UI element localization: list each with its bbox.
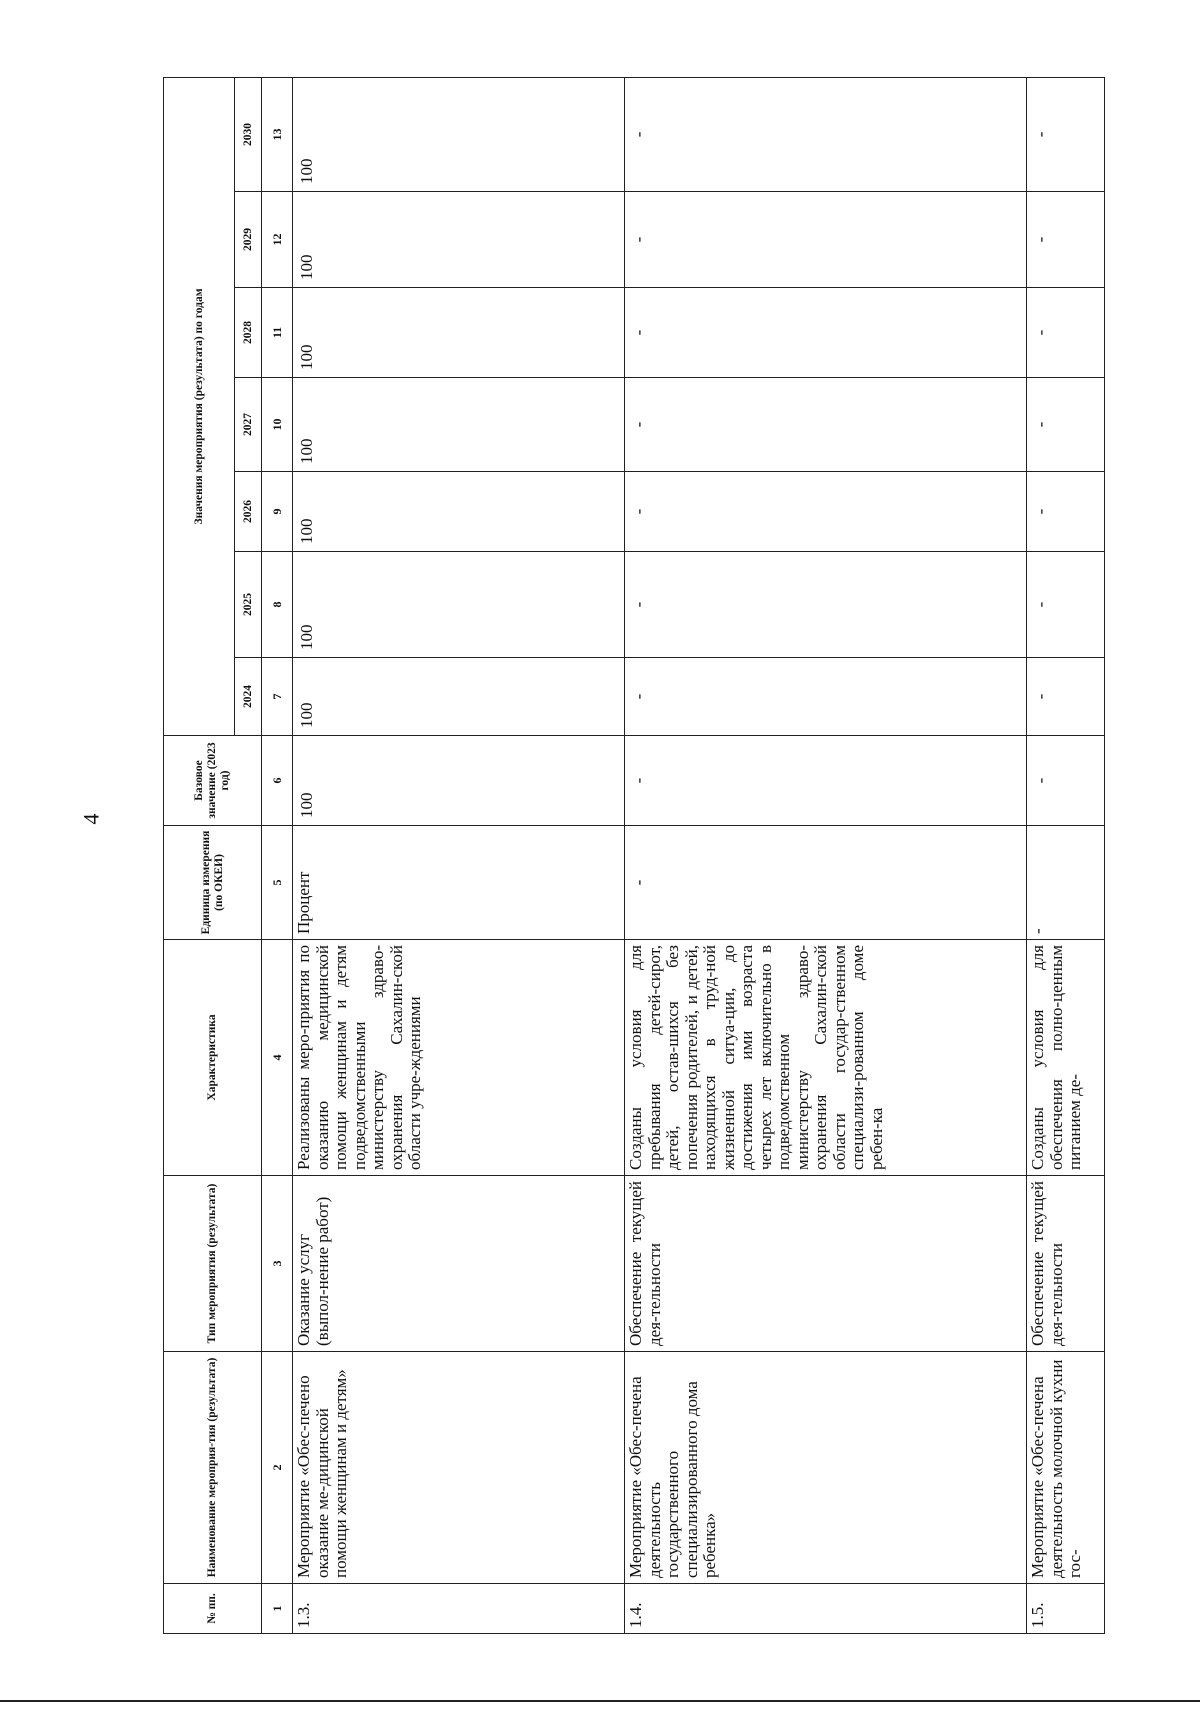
column-number: 11 xyxy=(262,288,293,378)
year-header: 2024 xyxy=(235,658,262,736)
year-value: 100 xyxy=(293,288,625,378)
year-value: 100 xyxy=(293,192,625,288)
col-header-type: Тип мероприятия (результата) xyxy=(164,1176,262,1352)
measures-table xyxy=(163,77,1105,1634)
column-number: 5 xyxy=(262,826,293,940)
year-value: - xyxy=(625,288,1027,378)
col-header-num: № пп. xyxy=(164,1584,262,1634)
measure-name: Мероприятие «Обес-печено оказание ме-дицинской помощи женщинам и детям» xyxy=(293,1352,625,1584)
year-value: - xyxy=(1027,288,1105,378)
year-value: - xyxy=(625,378,1027,472)
column-number: 12 xyxy=(262,192,293,288)
year-value: - xyxy=(625,658,1027,736)
year-value: 100 xyxy=(293,77,625,191)
measure-characteristic: Созданы условия для пребывания детей-сирот, детей, остав-шихся без попечения родителей, и детей, находящихся в труд-ной жизненной ситуа-ции, до достижения ими возраста четырех лет включительно в подведомственном министерству здраво-охранения Сахалин-ской области государ-ственном специализи-рованном доме ребен-ка xyxy=(625,940,1027,1176)
year-header: 2026 xyxy=(235,472,262,552)
year-value: 100 xyxy=(293,378,625,472)
year-value: - xyxy=(625,192,1027,288)
row-number: 1.5. xyxy=(1027,1584,1105,1634)
measure-characteristic: Реализованы меро-приятия по оказанию медицинской помощи женщинам и детям подведомственными министерству здраво-охранения Сахалин-ской области учре-ждениями xyxy=(293,940,625,1176)
year-value: - xyxy=(625,472,1027,552)
col-header-characteristic: Характеристика xyxy=(164,940,262,1176)
base-value: - xyxy=(1027,736,1105,826)
page-number: 4 xyxy=(78,813,104,825)
column-number: 8 xyxy=(262,552,293,658)
year-value: 100 xyxy=(293,472,625,552)
column-number: 3 xyxy=(262,1176,293,1352)
measure-type: Обеспечение текущей дея-тельности xyxy=(1027,1176,1105,1352)
year-value: - xyxy=(1027,192,1105,288)
column-number: 7 xyxy=(262,658,293,736)
base-value: 100 xyxy=(293,736,625,826)
year-value: - xyxy=(1027,378,1105,472)
column-number: 10 xyxy=(262,378,293,472)
row-number: 1.3. xyxy=(293,1584,625,1634)
col-header-name: Наименование мероприя-тия (результата) xyxy=(164,1352,262,1584)
year-value: - xyxy=(1027,552,1105,658)
table-row xyxy=(293,77,625,1633)
measure-unit: Процент xyxy=(293,826,625,940)
page-bottom-rule xyxy=(0,1700,1200,1702)
column-number: 2 xyxy=(262,1352,293,1584)
column-number: 9 xyxy=(262,472,293,552)
column-number: 13 xyxy=(262,77,293,191)
year-header: 2028 xyxy=(235,288,262,378)
row-number: 1.4. xyxy=(625,1584,1027,1634)
year-value: 100 xyxy=(293,552,625,658)
base-value: - xyxy=(625,736,1027,826)
year-value: - xyxy=(1027,472,1105,552)
table-row xyxy=(625,77,1027,1633)
year-value: 100 xyxy=(293,658,625,736)
col-header-years-group: Значения мероприятия (результата) по годам xyxy=(164,77,235,735)
rotated-table-wrapper xyxy=(163,78,1091,1634)
measure-characteristic: Созданы условия для обеспечения полно-ценным питанием де- xyxy=(1027,940,1105,1176)
measure-name: Мероприятие «Обес-печена деятельность молочной кухни гос- xyxy=(1027,1352,1105,1584)
year-value: - xyxy=(1027,658,1105,736)
column-number: 1 xyxy=(262,1584,293,1634)
column-number: 6 xyxy=(262,736,293,826)
table-row xyxy=(1027,77,1105,1633)
measure-type: Оказание услуг (выпол-нение работ) xyxy=(293,1176,625,1352)
col-header-unit: Единица измерения (по ОКЕИ) xyxy=(164,826,262,940)
measure-type: Обеспечение текущей дея-тельности xyxy=(625,1176,1027,1352)
year-value: - xyxy=(625,77,1027,191)
year-value: - xyxy=(625,552,1027,658)
measure-name: Мероприятие «Обес-печена деятельность государственного специализированного дома ребенка» xyxy=(625,1352,1027,1584)
year-header: 2029 xyxy=(235,192,262,288)
year-header: 2030 xyxy=(235,77,262,191)
year-value: - xyxy=(1027,77,1105,191)
measure-unit: - xyxy=(1027,826,1105,940)
col-header-base: Базовое значение (2023 год) xyxy=(164,736,262,826)
column-number: 4 xyxy=(262,940,293,1176)
year-header: 2027 xyxy=(235,378,262,472)
year-header: 2025 xyxy=(235,552,262,658)
measure-unit: - xyxy=(625,826,1027,940)
